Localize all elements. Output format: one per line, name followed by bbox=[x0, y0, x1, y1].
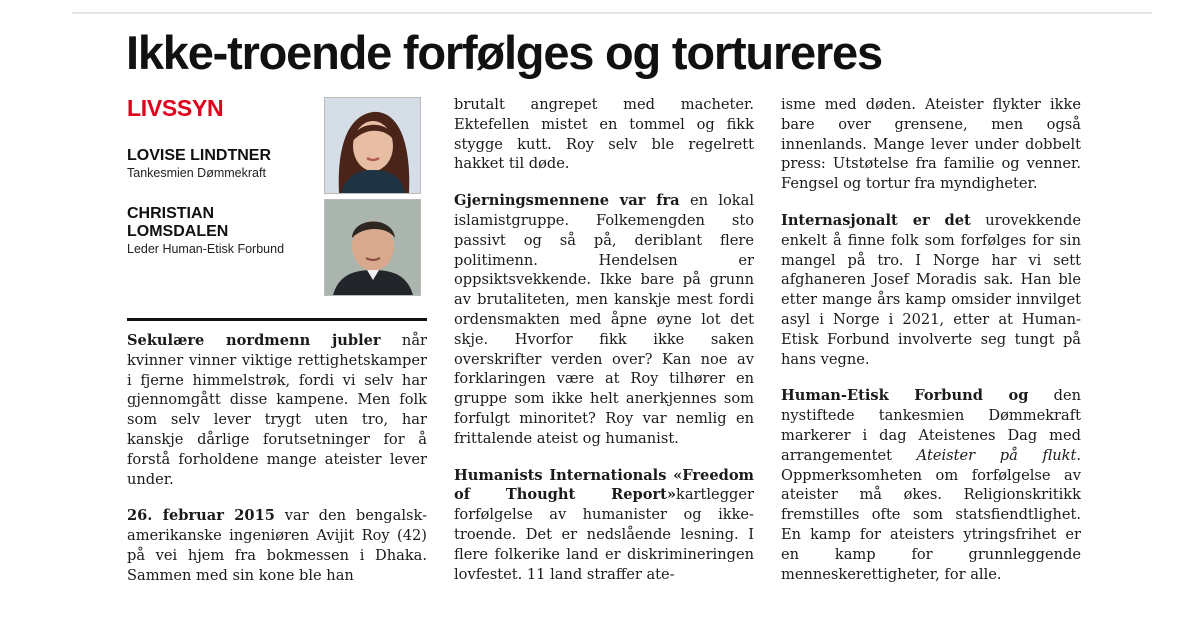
paragraph-text: en lokal islamistgruppe. Folkemengden sto passivt og så på, deriblant flere politimenn. Hendelsen er oppsiktsvekkende. Ikke bare på grunn av brutaliteten, men kanskje mest fordi ordensmakten med åpne øyne lot det skje. Hvorfor fikk ikke saken overskrifter verden over? Kan noe av forklaringen være at Roy tilhører en gruppe som ikke helt anerkjennes som forfulgt minoritet? Roy var nemlig en frittalende ateist og humanist. bbox=[454, 192, 754, 447]
author-role: Tankesmien Dømmekraft bbox=[127, 166, 266, 180]
paragraph-lead: Gjerningsmennene var fra bbox=[454, 192, 680, 210]
paragraph-text: den nystiftede tankesmien Dømmekraft markerer i dag Ateistenes Dag med arrangementet bbox=[781, 387, 1081, 464]
byline-author-1 bbox=[127, 147, 317, 181]
author-role: Leder Human-Etisk Forbund bbox=[127, 242, 285, 256]
author-photo-lomsdalen bbox=[324, 199, 421, 296]
paragraph-lead: 26. februar 2015 bbox=[127, 507, 275, 525]
paragraph-text: når kvinner vinner viktige rettighetskamper i fjerne himmelstrøk, fordi vi selv har gjennomgått disse kampene. Men folk som selv lever trygt uten tro, har kanskje dårlige forutsetninger for å forstå forholdene mange ateister lever under. bbox=[127, 332, 427, 488]
paragraph bbox=[781, 211, 1081, 369]
paragraph bbox=[127, 331, 427, 489]
paragraph bbox=[127, 506, 427, 585]
column-2 bbox=[454, 95, 754, 601]
paragraph bbox=[781, 386, 1081, 584]
top-divider bbox=[72, 12, 1152, 14]
author-name: CHRISTIAN LOMSDALEN bbox=[127, 205, 229, 240]
byline-author-2 bbox=[127, 205, 317, 257]
paragraph bbox=[454, 191, 754, 448]
author-photo-lindtner bbox=[324, 97, 421, 194]
paragraph-lead: Sekulære nordmenn jubler bbox=[127, 332, 381, 349]
column-3 bbox=[781, 95, 1081, 601]
paragraph-text: var den bengalsk-amerikanske ingeniøren Avijit Roy (42) på vei hjem fra bokmessen i Dhaka. Sammen med sin kone ble han bbox=[127, 507, 427, 584]
headline: Ikke-troende forfølges og tortureres bbox=[126, 26, 882, 79]
paragraph-text: . Oppmerksomheten om forfølgelse av ateister må økes. Religionskritikk fremstilles ofte som statsfiendtlighet. En kamp for ateisters ytringsfrihet er en kamp for grunnleggende menneskerettigheter, for alle. bbox=[781, 446, 1081, 583]
section-kicker: LIVSSYN bbox=[127, 95, 224, 121]
paragraph bbox=[454, 466, 754, 585]
byline-divider bbox=[127, 318, 427, 321]
event-title: Ateister på flukt bbox=[916, 446, 1077, 464]
paragraph-continued: brutalt angrepet med macheter. Ektefellen mistet en tommel og fikk stygge kutt. Roy selv ble regelrett hakket til døde. bbox=[454, 96, 754, 173]
author-name: LOVISE LINDTNER bbox=[127, 147, 272, 164]
paragraph-lead: Human-Etisk Forbund og bbox=[781, 387, 1029, 405]
paragraph-continued: isme med døden. Ateister flykter ikke bare over grensene, men også innenlands. Mange lever under dobbelt press: Utstøtelse fra familie og venner. Fengsel og tortur fra myndigheter. bbox=[781, 96, 1081, 193]
column-1-body bbox=[127, 331, 427, 603]
column-1 bbox=[127, 95, 427, 584]
paragraph-text: kartlegger forfølgelse av humanister og ikke-troende. Det er nedslående lesning. I flere folkerike land er diskrimineringen lovfestet. 11 land straffer ate- bbox=[454, 486, 754, 583]
paragraph-lead: Humanists Internationals «Freedom of Thought Report» bbox=[454, 466, 754, 504]
paragraph-lead: Internasjonalt er det bbox=[781, 211, 971, 229]
paragraph-text: urovekkende enkelt å finne folk som forfølges for sin mangel på tro. I Norge har vi sett afghaneren Josef Moradis sak. Han ble etter mange års kamp omsider innvilget asyl i Norge i 2021, etter at Human-Etisk Forbund involverte seg tungt på hans vegne. bbox=[781, 211, 1081, 368]
